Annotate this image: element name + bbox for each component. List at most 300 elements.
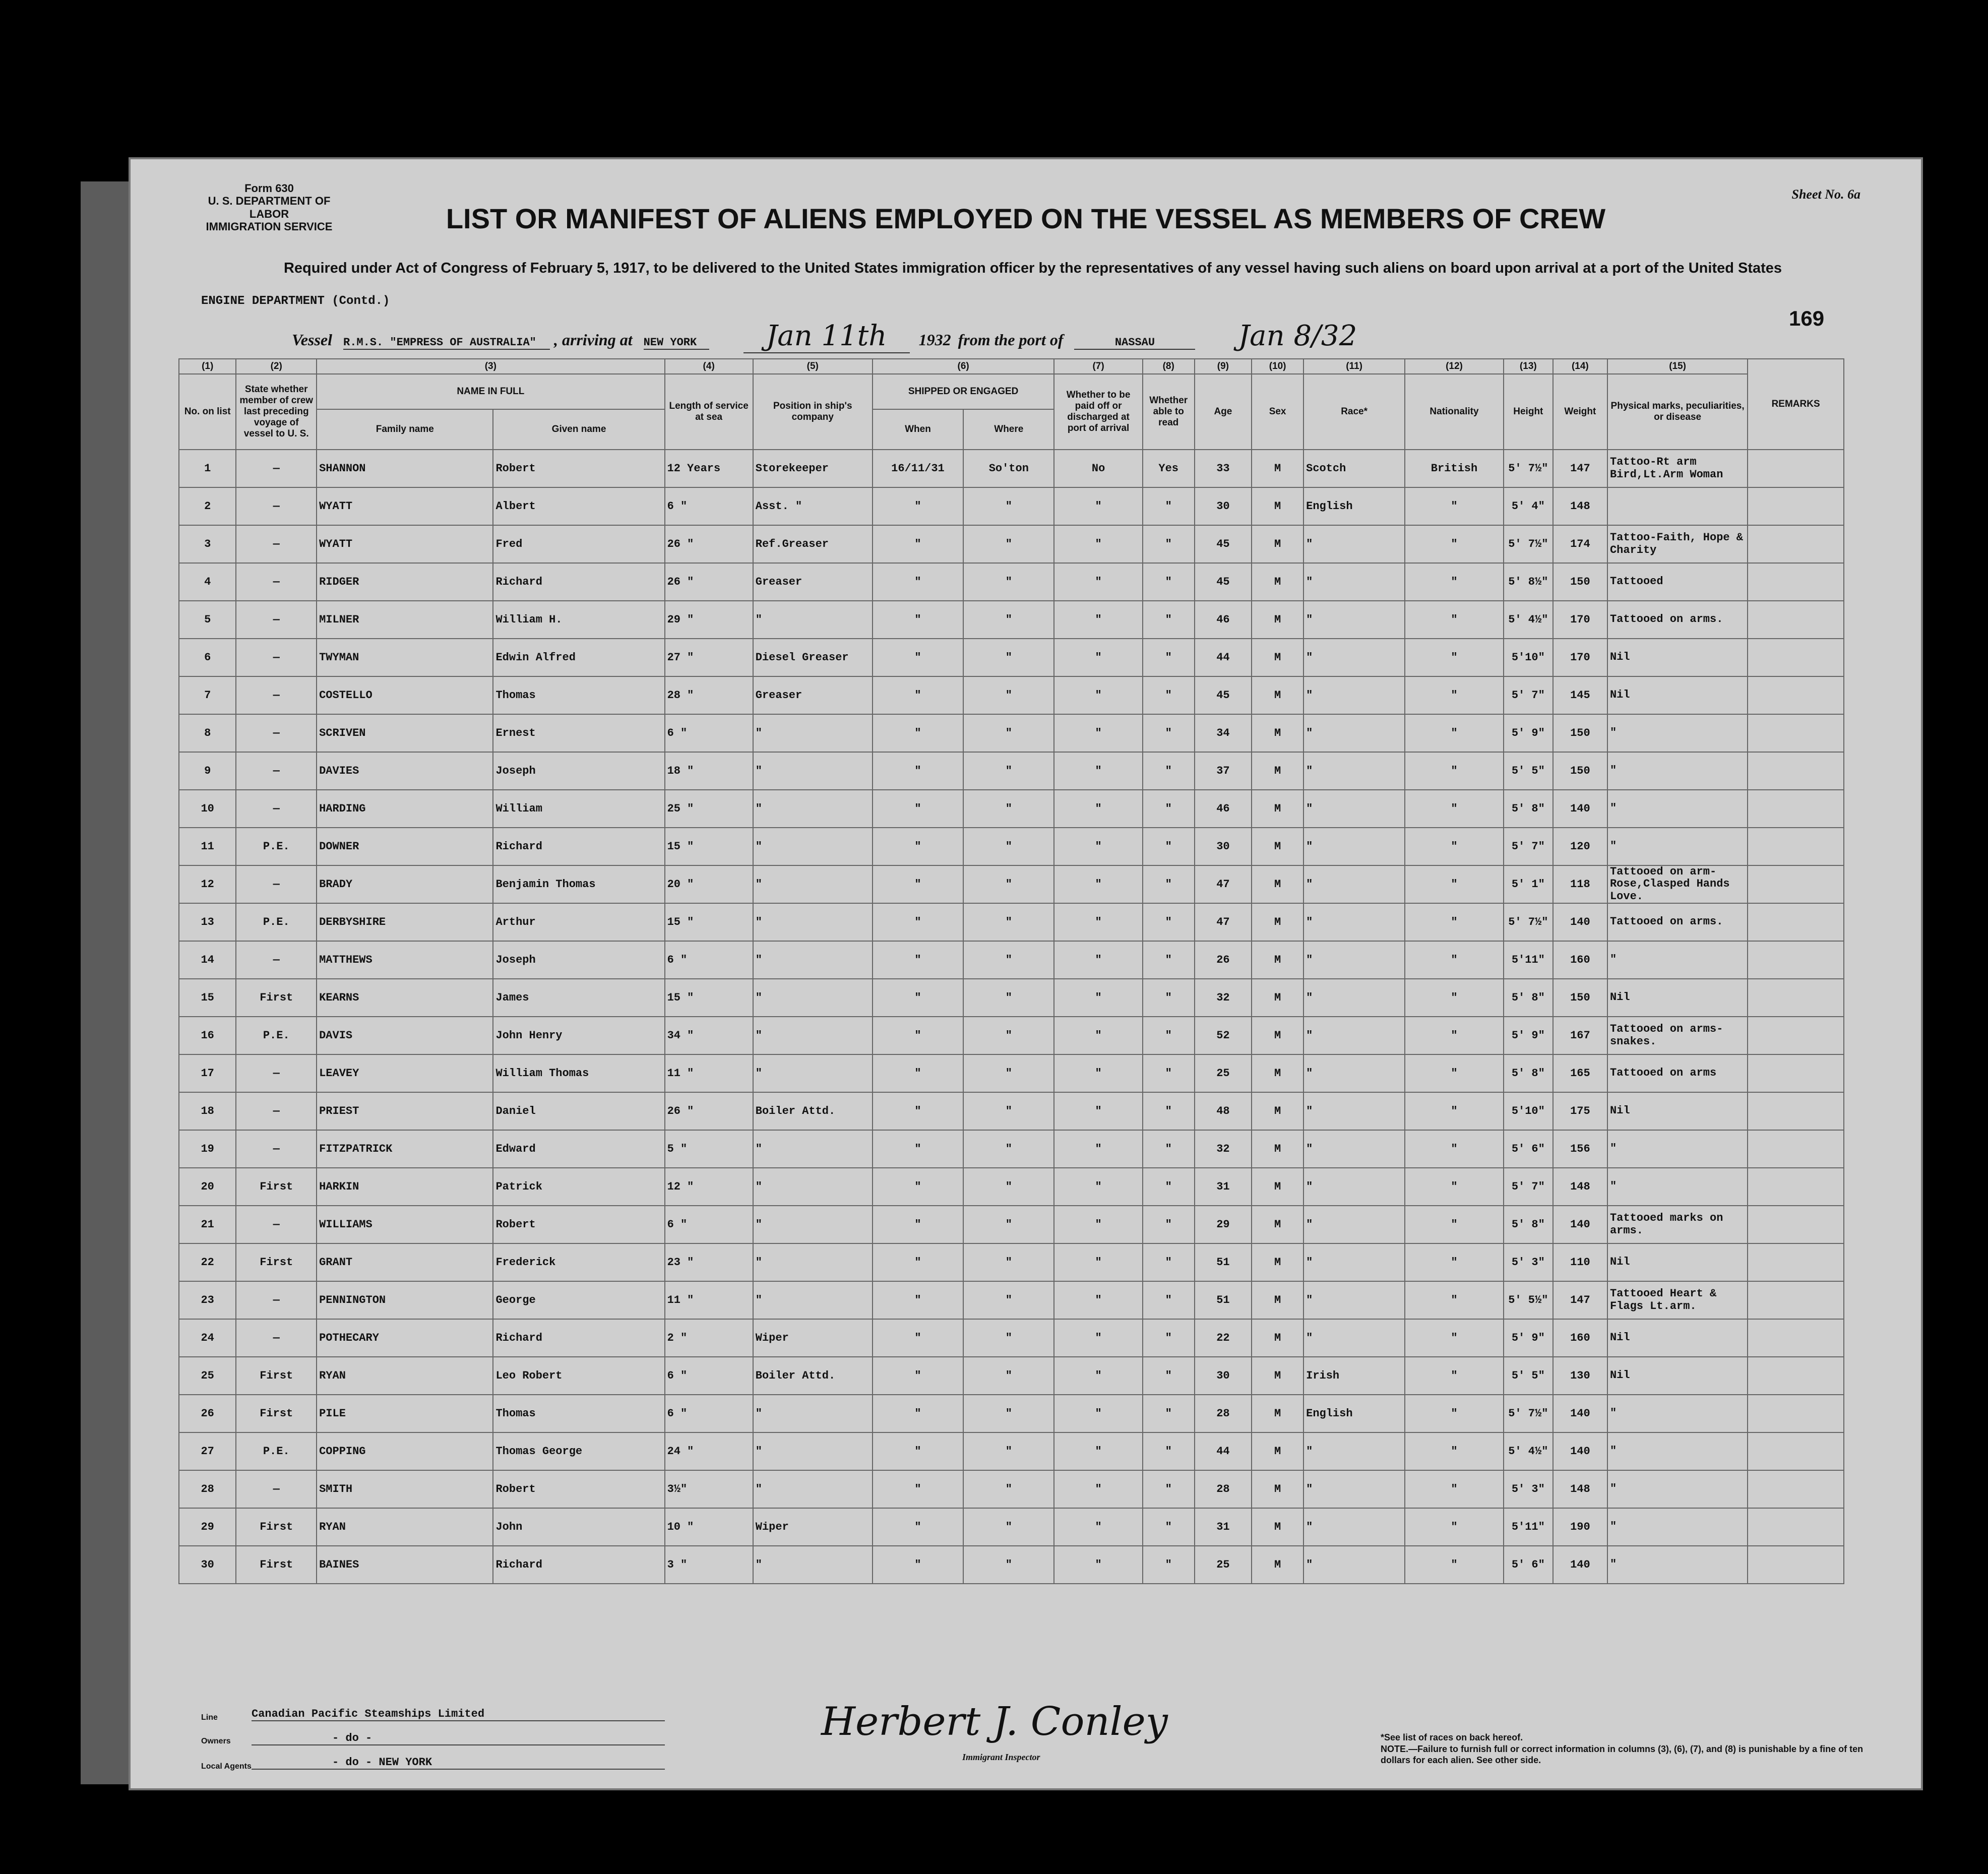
height-cell: 5' 5": [1504, 752, 1553, 790]
height-cell: 5' 9": [1504, 1017, 1553, 1054]
weight-cell: 150: [1553, 979, 1607, 1017]
sex-cell: M: [1252, 1546, 1303, 1584]
able-to-read-cell: ": [1143, 563, 1195, 601]
table-row: [179, 790, 1844, 828]
family-name-cell: HARKIN: [317, 1168, 493, 1206]
physical-marks-cell: ": [1607, 941, 1748, 979]
shipped-where-cell: ": [963, 1054, 1054, 1092]
length-of-service-cell: 28 ": [665, 676, 753, 714]
able-to-read-cell: ": [1143, 752, 1195, 790]
given-name-cell: Richard: [493, 1546, 664, 1584]
nationality-cell: ": [1405, 1168, 1504, 1206]
nationality-cell: ": [1405, 1432, 1504, 1470]
remarks-cell: [1748, 1357, 1844, 1395]
shipped-where-cell: ": [963, 1281, 1054, 1319]
paid-off-cell: ": [1054, 1395, 1142, 1432]
given-name-cell: Patrick: [493, 1168, 664, 1206]
requirement-text: Required under Act of Congress of February 5, 1917, to be delivered to the United States immigration officer by the representatives of any vessel having such aliens on board upon arrival at a port of the United States: [283, 260, 1782, 276]
shipped-when-cell: ": [873, 790, 963, 828]
paid-off-cell: ": [1054, 1017, 1142, 1054]
row-number-cell: 19: [179, 1130, 236, 1168]
sex-cell: M: [1252, 1017, 1303, 1054]
shipped-where-cell: ": [963, 525, 1054, 563]
from-port: NASSAU: [1074, 336, 1195, 350]
length-of-service-cell: 25 ": [665, 790, 753, 828]
race-cell: Scotch: [1303, 450, 1405, 487]
weight-cell: 110: [1553, 1243, 1607, 1281]
able-to-read-cell: ": [1143, 601, 1195, 639]
race-cell: ": [1303, 1432, 1405, 1470]
given-name-cell: Thomas: [493, 1395, 664, 1432]
sex-cell: M: [1252, 1243, 1303, 1281]
nationality-cell: ": [1405, 1395, 1504, 1432]
able-to-read-cell: ": [1143, 487, 1195, 525]
nationality-cell: ": [1405, 1546, 1504, 1584]
family-name-cell: BAINES: [317, 1546, 493, 1584]
position-cell: Greaser: [753, 676, 873, 714]
physical-marks-cell: Tattooed on arms.: [1607, 903, 1748, 941]
nationality-cell: ": [1405, 563, 1504, 601]
weight-cell: 170: [1553, 639, 1607, 676]
table-row: [179, 1357, 1844, 1395]
remarks-cell: [1748, 1017, 1844, 1054]
height-cell: 5' 4½": [1504, 1432, 1553, 1470]
sex-cell: M: [1252, 639, 1303, 676]
able-to-read-cell: ": [1143, 1206, 1195, 1243]
position-cell: ": [753, 752, 873, 790]
table-row: [179, 1546, 1844, 1584]
shipped-where-cell: ": [963, 1130, 1054, 1168]
able-to-read-cell: ": [1143, 1508, 1195, 1546]
previous-voyage-cell: —: [236, 563, 317, 601]
length-of-service-cell: 2 ": [665, 1319, 753, 1357]
row-number-cell: 26: [179, 1395, 236, 1432]
shipped-where-cell: ": [963, 1168, 1054, 1206]
shipped-where-cell: ": [963, 601, 1054, 639]
row-number-cell: 2: [179, 487, 236, 525]
able-to-read-cell: ": [1143, 525, 1195, 563]
shipped-where-cell: ": [963, 1470, 1054, 1508]
vessel-name: R.M.S. "EMPRESS OF AUSTRALIA": [343, 336, 550, 350]
shipped-when-cell: ": [873, 828, 963, 865]
height-cell: 5' 8": [1504, 1206, 1553, 1243]
shipped-when-cell: ": [873, 487, 963, 525]
age-cell: 28: [1195, 1395, 1252, 1432]
height-cell: 5' 8": [1504, 979, 1553, 1017]
table-row: [179, 1017, 1844, 1054]
previous-voyage-cell: First: [236, 1546, 317, 1584]
remarks-cell: [1748, 1281, 1844, 1319]
family-name-cell: TWYMAN: [317, 639, 493, 676]
remarks-cell: [1748, 1243, 1844, 1281]
remarks-cell: [1748, 525, 1844, 563]
weight-cell: 148: [1553, 1470, 1607, 1508]
shipped-when-cell: ": [873, 525, 963, 563]
arriving-label: , arriving at: [554, 331, 633, 349]
sex-cell: M: [1252, 941, 1303, 979]
paid-off-cell: ": [1054, 1243, 1142, 1281]
able-to-read-cell: ": [1143, 1168, 1195, 1206]
height-cell: 5' 9": [1504, 1319, 1553, 1357]
position-cell: Wiper: [753, 1319, 873, 1357]
paid-off-cell: ": [1054, 714, 1142, 752]
position-cell: ": [753, 1281, 873, 1319]
paid-off-cell: ": [1054, 1206, 1142, 1243]
row-number-cell: 11: [179, 828, 236, 865]
able-to-read-cell: ": [1143, 1319, 1195, 1357]
age-cell: 32: [1195, 1130, 1252, 1168]
shipped-when-cell: ": [873, 1017, 963, 1054]
previous-voyage-cell: First: [236, 1243, 317, 1281]
physical-marks-cell: Nil: [1607, 676, 1748, 714]
remarks-cell: [1748, 1319, 1844, 1357]
table-row: [179, 525, 1844, 563]
race-cell: ": [1303, 828, 1405, 865]
family-name-cell: RYAN: [317, 1357, 493, 1395]
table-row: [179, 1281, 1844, 1319]
remarks-cell: [1748, 1206, 1844, 1243]
paid-off-cell: ": [1054, 601, 1142, 639]
race-cell: ": [1303, 979, 1405, 1017]
table-row: [179, 1168, 1844, 1206]
physical-marks-cell: Nil: [1607, 1092, 1748, 1130]
weight-cell: 140: [1553, 1546, 1607, 1584]
previous-voyage-cell: —: [236, 487, 317, 525]
position-cell: ": [753, 979, 873, 1017]
given-name-cell: John: [493, 1508, 664, 1546]
given-name-cell: William Thomas: [493, 1054, 664, 1092]
physical-marks-cell: ": [1607, 1130, 1748, 1168]
shipped-when-cell: ": [873, 1470, 963, 1508]
weight-cell: 174: [1553, 525, 1607, 563]
able-to-read-cell: ": [1143, 1243, 1195, 1281]
col-previous-voyage: State whether member of crew last preceding voyage of vessel to U. S.: [236, 374, 317, 450]
age-cell: 51: [1195, 1243, 1252, 1281]
previous-voyage-cell: P.E.: [236, 1432, 317, 1470]
age-cell: 37: [1195, 752, 1252, 790]
table-row: [179, 941, 1844, 979]
age-cell: 31: [1195, 1168, 1252, 1206]
row-number-cell: 3: [179, 525, 236, 563]
age-cell: 46: [1195, 601, 1252, 639]
sheet-label: Sheet No. 6a: [1791, 187, 1860, 202]
from-label: from the port of: [958, 331, 1064, 349]
previous-voyage-cell: —: [236, 714, 317, 752]
age-cell: 47: [1195, 865, 1252, 903]
row-number-cell: 21: [179, 1206, 236, 1243]
col-age: Age: [1195, 374, 1252, 450]
remarks-cell: [1748, 1508, 1844, 1546]
family-name-cell: SHANNON: [317, 450, 493, 487]
nationality-cell: ": [1405, 601, 1504, 639]
length-of-service-cell: 18 ": [665, 752, 753, 790]
nationality-cell: ": [1405, 1508, 1504, 1546]
given-name-cell: Richard: [493, 828, 664, 865]
paid-off-cell: ": [1054, 1319, 1142, 1357]
row-number-cell: 1: [179, 450, 236, 487]
previous-voyage-cell: —: [236, 865, 317, 903]
length-of-service-cell: 6 ": [665, 1395, 753, 1432]
col-paid-off: Whether to be paid off or discharged at port of arrival: [1054, 374, 1142, 450]
given-name-cell: Robert: [493, 1470, 664, 1508]
position-cell: Ref.Greaser: [753, 525, 873, 563]
nationality-cell: ": [1405, 1017, 1504, 1054]
col-height: Height: [1504, 374, 1553, 450]
table-row: [179, 1395, 1844, 1432]
length-of-service-cell: 6 ": [665, 1357, 753, 1395]
race-cell: ": [1303, 790, 1405, 828]
sex-cell: M: [1252, 525, 1303, 563]
row-number-cell: 30: [179, 1546, 236, 1584]
nationality-cell: ": [1405, 1206, 1504, 1243]
family-name-cell: PILE: [317, 1395, 493, 1432]
shipped-where-cell: ": [963, 676, 1054, 714]
given-name-cell: George: [493, 1281, 664, 1319]
table-row: [179, 1206, 1844, 1243]
family-name-cell: DOWNER: [317, 828, 493, 865]
weight-cell: 140: [1553, 1395, 1607, 1432]
length-of-service-cell: 10 ": [665, 1508, 753, 1546]
race-cell: ": [1303, 941, 1405, 979]
remarks-cell: [1748, 714, 1844, 752]
race-cell: ": [1303, 903, 1405, 941]
nationality-cell: ": [1405, 865, 1504, 903]
shipped-when-cell: ": [873, 676, 963, 714]
given-name-cell: Albert: [493, 487, 664, 525]
col-given-name: Given name: [493, 409, 664, 450]
paid-off-cell: ": [1054, 790, 1142, 828]
weight-cell: 150: [1553, 752, 1607, 790]
weight-cell: 140: [1553, 1206, 1607, 1243]
remarks-cell: [1748, 1130, 1844, 1168]
height-cell: 5' 3": [1504, 1243, 1553, 1281]
shipped-where-cell: ": [963, 1319, 1054, 1357]
col-when: When: [873, 409, 963, 450]
row-number-cell: 9: [179, 752, 236, 790]
table-header: [179, 359, 1844, 450]
given-name-cell: Robert: [493, 450, 664, 487]
physical-marks-cell: Tattooed Heart & Flags Lt.arm.: [1607, 1281, 1748, 1319]
col-number: (5): [753, 359, 873, 374]
height-cell: 5' 1": [1504, 865, 1553, 903]
nationality-cell: ": [1405, 1092, 1504, 1130]
physical-marks-cell: ": [1607, 1432, 1748, 1470]
able-to-read-cell: ": [1143, 639, 1195, 676]
given-name-cell: John Henry: [493, 1017, 664, 1054]
sex-cell: M: [1252, 1470, 1303, 1508]
shipped-where-cell: ": [963, 1017, 1054, 1054]
physical-marks-cell: ": [1607, 714, 1748, 752]
nationality-cell: ": [1405, 714, 1504, 752]
age-cell: 44: [1195, 639, 1252, 676]
physical-marks-cell: ": [1607, 1168, 1748, 1206]
family-name-cell: DERBYSHIRE: [317, 903, 493, 941]
sex-cell: M: [1252, 1357, 1303, 1395]
previous-voyage-cell: —: [236, 752, 317, 790]
col-number: (11): [1303, 359, 1405, 374]
age-cell: 29: [1195, 1206, 1252, 1243]
table-row: [179, 714, 1844, 752]
previous-voyage-cell: —: [236, 941, 317, 979]
position-cell: ": [753, 1206, 873, 1243]
manifest-page: [129, 157, 1923, 1790]
shipped-when-cell: ": [873, 1395, 963, 1432]
physical-marks-cell: Tattoo-Faith, Hope & Charity: [1607, 525, 1748, 563]
given-name-cell: Frederick: [493, 1243, 664, 1281]
col-name-in-full: NAME IN FULL: [317, 374, 664, 409]
length-of-service-cell: 6 ": [665, 714, 753, 752]
age-cell: 46: [1195, 790, 1252, 828]
row-number-cell: 20: [179, 1168, 236, 1206]
position-cell: Greaser: [753, 563, 873, 601]
col-number: (1): [179, 359, 236, 374]
given-name-cell: Thomas: [493, 676, 664, 714]
age-cell: 52: [1195, 1017, 1252, 1054]
nationality-cell: ": [1405, 1357, 1504, 1395]
paid-off-cell: ": [1054, 1281, 1142, 1319]
age-cell: 47: [1195, 903, 1252, 941]
weight-cell: 156: [1553, 1130, 1607, 1168]
age-cell: 45: [1195, 563, 1252, 601]
race-cell: ": [1303, 714, 1405, 752]
length-of-service-cell: 34 ": [665, 1017, 753, 1054]
table-row: [179, 1130, 1844, 1168]
previous-voyage-cell: —: [236, 1130, 317, 1168]
length-of-service-cell: 26 ": [665, 525, 753, 563]
shipped-when-cell: ": [873, 1243, 963, 1281]
shipped-when-cell: ": [873, 865, 963, 903]
inspector-signature: Herbert J. Conley: [821, 1699, 1168, 1744]
given-name-cell: Edwin Alfred: [493, 639, 664, 676]
row-number-cell: 29: [179, 1508, 236, 1546]
position-cell: Diesel Greaser: [753, 639, 873, 676]
shipped-when-cell: ": [873, 1546, 963, 1584]
remarks-cell: [1748, 1470, 1844, 1508]
able-to-read-cell: ": [1143, 1546, 1195, 1584]
inspector-label: Immigrant Inspector: [962, 1752, 1040, 1762]
table-row: [179, 601, 1844, 639]
previous-voyage-cell: —: [236, 639, 317, 676]
table-body: [179, 450, 1844, 1584]
sex-cell: M: [1252, 1168, 1303, 1206]
col-number: (8): [1143, 359, 1195, 374]
given-name-cell: Robert: [493, 1206, 664, 1243]
age-cell: 32: [1195, 979, 1252, 1017]
sex-cell: M: [1252, 1508, 1303, 1546]
shipped-where-cell: ": [963, 979, 1054, 1017]
length-of-service-cell: 6 ": [665, 487, 753, 525]
shipped-when-cell: ": [873, 601, 963, 639]
physical-marks-cell: Nil: [1607, 1243, 1748, 1281]
physical-marks-cell: Nil: [1607, 1319, 1748, 1357]
paid-off-cell: ": [1054, 1092, 1142, 1130]
height-cell: 5' 7½": [1504, 1395, 1553, 1432]
physical-marks-cell: ": [1607, 752, 1748, 790]
able-to-read-cell: ": [1143, 941, 1195, 979]
age-cell: 22: [1195, 1319, 1252, 1357]
shipped-when-cell: 16/11/31: [873, 450, 963, 487]
able-to-read-cell: ": [1143, 1017, 1195, 1054]
col-number: (3): [317, 359, 664, 374]
service-name: IMMIGRATION SERVICE: [206, 220, 333, 233]
row-number-cell: 14: [179, 941, 236, 979]
previous-voyage-cell: —: [236, 676, 317, 714]
length-of-service-cell: 11 ": [665, 1281, 753, 1319]
paid-off-cell: ": [1054, 865, 1142, 903]
shipped-when-cell: ": [873, 1130, 963, 1168]
race-cell: ": [1303, 1206, 1405, 1243]
departure-date: Jan 8/32: [1238, 320, 1357, 352]
shipped-when-cell: ": [873, 563, 963, 601]
paid-off-cell: ": [1054, 752, 1142, 790]
age-cell: 25: [1195, 1546, 1252, 1584]
able-to-read-cell: ": [1143, 1130, 1195, 1168]
sex-cell: M: [1252, 1206, 1303, 1243]
position-cell: ": [753, 903, 873, 941]
physical-marks-cell: Nil: [1607, 639, 1748, 676]
family-name-cell: POTHECARY: [317, 1319, 493, 1357]
physical-marks-cell: Tattooed on arm-Rose,Clasped Hands Love.: [1607, 865, 1748, 903]
row-number-cell: 10: [179, 790, 236, 828]
height-cell: 5' 7": [1504, 676, 1553, 714]
physical-marks-cell: ": [1607, 1395, 1748, 1432]
previous-voyage-cell: —: [236, 1281, 317, 1319]
table-row: [179, 828, 1844, 865]
height-cell: 5' 9": [1504, 714, 1553, 752]
table-row: [179, 1054, 1844, 1092]
physical-marks-cell: ": [1607, 1470, 1748, 1508]
table-row: [179, 1470, 1844, 1508]
age-cell: 30: [1195, 828, 1252, 865]
col-able-to-read: Whether able to read: [1143, 374, 1195, 450]
line-value: Canadian Pacific Steamships Limited: [252, 1708, 665, 1721]
family-name-cell: RYAN: [317, 1508, 493, 1546]
position-cell: ": [753, 714, 873, 752]
nationality-cell: British: [1405, 450, 1504, 487]
family-name-cell: RIDGER: [317, 563, 493, 601]
paid-off-cell: ": [1054, 941, 1142, 979]
remarks-cell: [1748, 487, 1844, 525]
able-to-read-cell: ": [1143, 676, 1195, 714]
previous-voyage-cell: P.E.: [236, 828, 317, 865]
race-cell: ": [1303, 1168, 1405, 1206]
family-name-cell: PRIEST: [317, 1092, 493, 1130]
position-cell: ": [753, 1546, 873, 1584]
races-note: *See list of races on back hereof.: [1381, 1732, 1523, 1742]
shipped-when-cell: ": [873, 903, 963, 941]
previous-voyage-cell: —: [236, 525, 317, 563]
previous-voyage-cell: First: [236, 1168, 317, 1206]
sex-cell: M: [1252, 1054, 1303, 1092]
shipped-when-cell: ": [873, 1281, 963, 1319]
previous-voyage-cell: —: [236, 1092, 317, 1130]
physical-marks-cell: ": [1607, 828, 1748, 865]
height-cell: 5'11": [1504, 1508, 1553, 1546]
given-name-cell: James: [493, 979, 664, 1017]
age-cell: 51: [1195, 1281, 1252, 1319]
paid-off-cell: ": [1054, 1470, 1142, 1508]
weight-cell: 140: [1553, 903, 1607, 941]
family-name-cell: LEAVEY: [317, 1054, 493, 1092]
agents-label: Local Agents: [201, 1762, 252, 1771]
height-cell: 5' 3": [1504, 1470, 1553, 1508]
race-cell: ": [1303, 676, 1405, 714]
weight-cell: 150: [1553, 714, 1607, 752]
position-cell: ": [753, 1395, 873, 1432]
length-of-service-cell: 3 ": [665, 1546, 753, 1584]
paid-off-cell: ": [1054, 1130, 1142, 1168]
row-number-cell: 28: [179, 1470, 236, 1508]
